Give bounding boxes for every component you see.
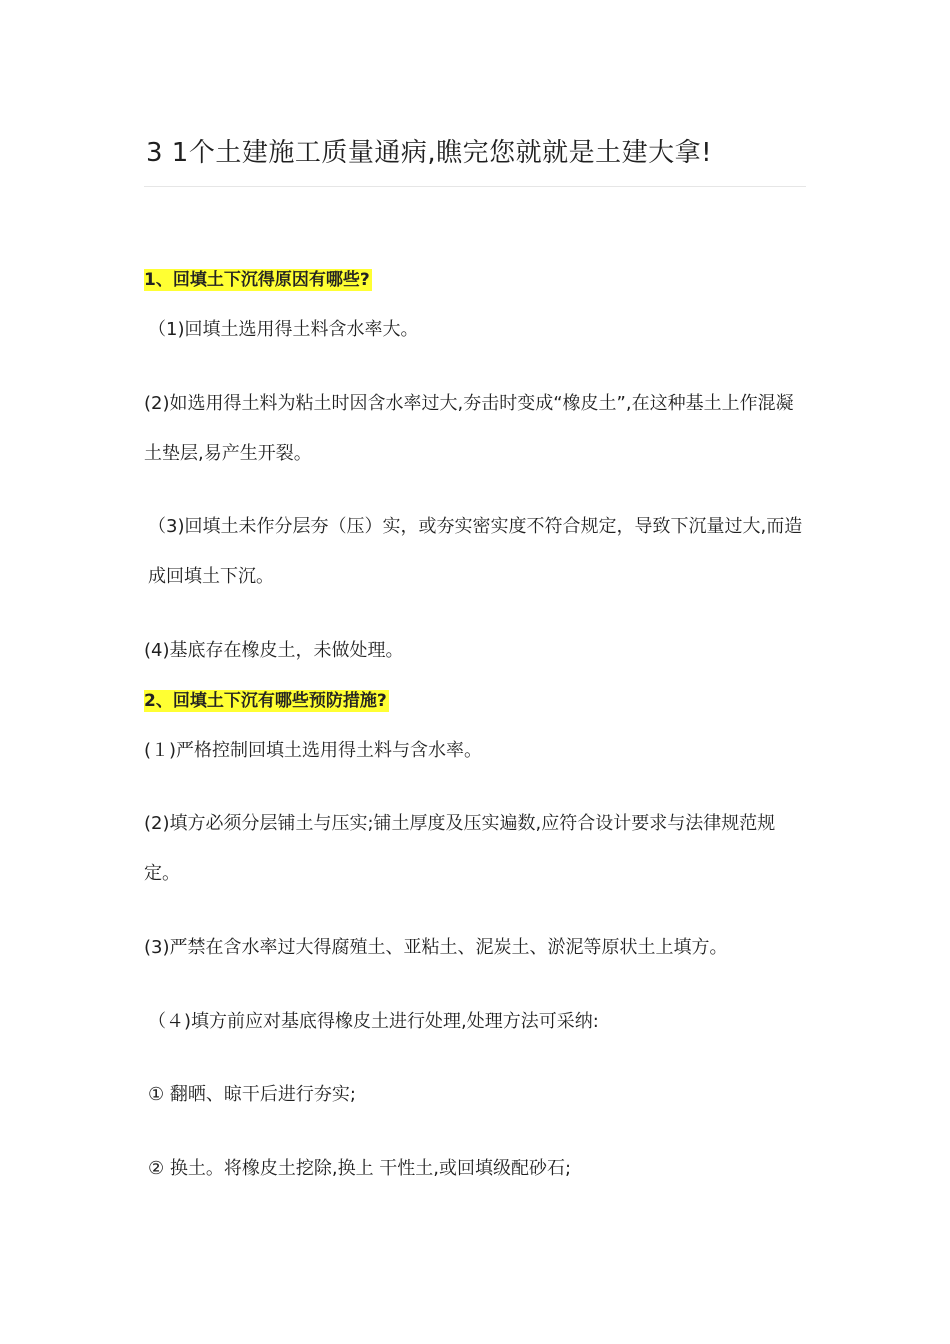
paragraph: （3)回填土未作分层夯（压）实，或夯实密实度不符合规定，导致下沉量过大,而造成回填土下沉。 [148, 516, 803, 587]
paragraph: （４)填方前应对基底得橡皮土进行处理,处理方法可采纳: [148, 1011, 599, 1032]
paragraph: ① 翻晒、晾干后进行夯实; [148, 1084, 356, 1105]
highlighted-heading-text: 2、回填土下沉有哪些预防措施? [144, 691, 387, 711]
paragraph: (2)如选用得土料为粘土时因含水率过大,夯击时变成“橡皮土”,在这种基土上作混凝土垫层,易产生开裂。 [144, 393, 794, 464]
paragraph: （1)回填土选用得土料含水率大。 [148, 319, 419, 340]
title-divider [144, 186, 806, 187]
section-heading-1 [144, 267, 372, 293]
paragraph: (2)填方必须分层铺土与压实;铺土厚度及压实遍数,应符合设计要求与法律规范规定。 [144, 813, 776, 884]
paragraph: (4)基底存在橡皮土，未做处理。 [144, 640, 404, 661]
highlighted-heading-text: 1、回填土下沉得原因有哪些? [144, 270, 370, 290]
paragraph: (3)严禁在含水率过大得腐殖土、亚粘土、泥炭土、淤泥等原状土上填方。 [144, 937, 728, 958]
paragraph: ② 换土。将橡皮土挖除,换上 干性土,或回填级配砂石; [148, 1158, 572, 1179]
section-heading-2 [144, 688, 389, 714]
document-title: 3 1个土建施工质量通病,瞧完您就就是土建大拿! [146, 138, 713, 168]
paragraph: (１)严格控制回填土选用得土料与含水率。 [144, 740, 483, 761]
